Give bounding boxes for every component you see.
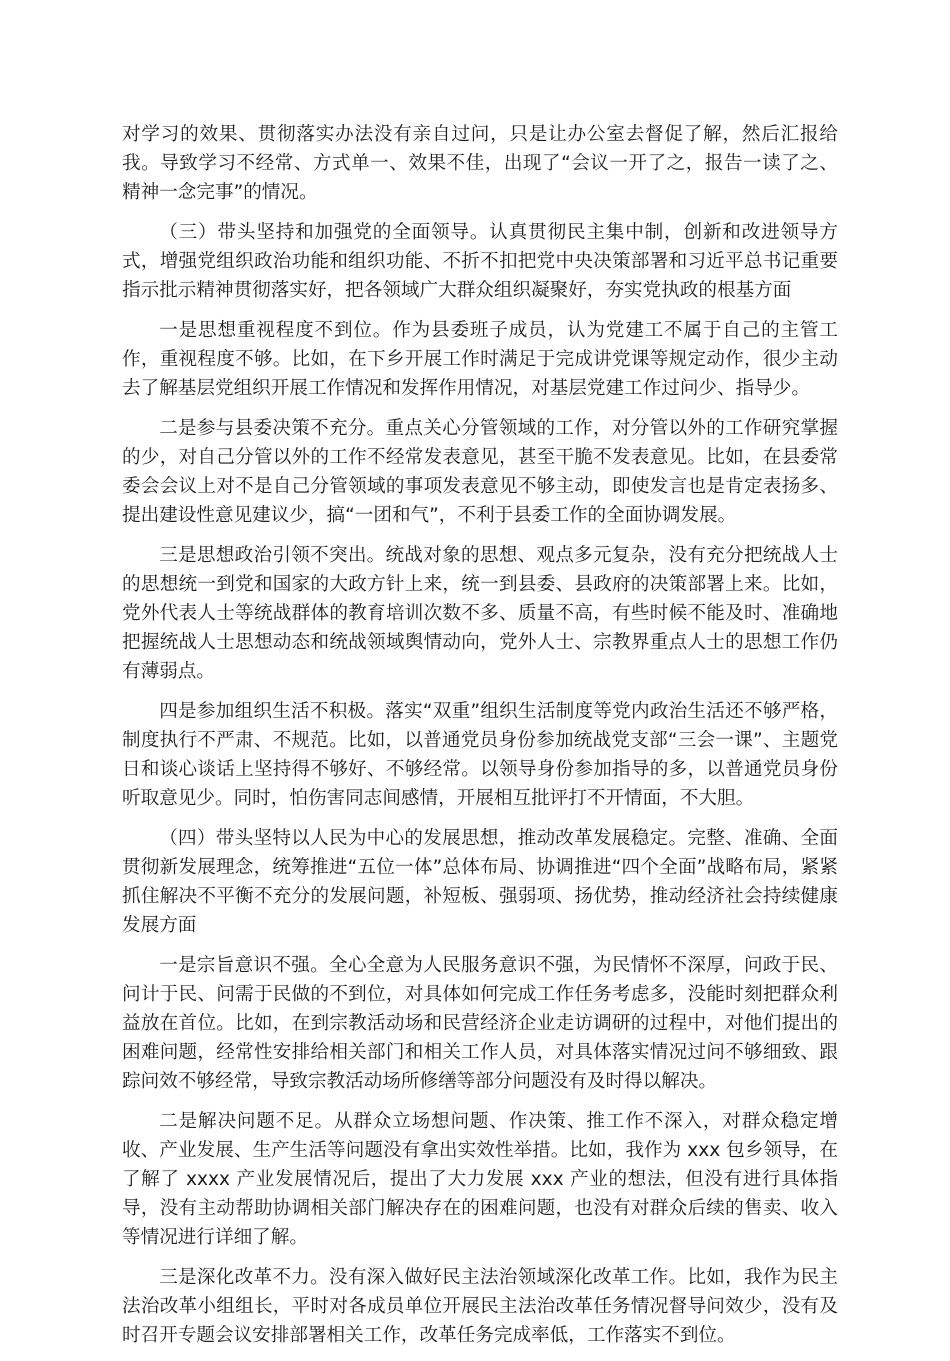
section-heading-3: （三）带头坚持和加强党的全面领导。认真贯彻民主集中制，创新和改进领导方式，增强党组织政治功能和组织功能、不折不扣把党中央决策部署和习近平总书记重要指示批示精神贯彻落实好，把各领域广大群众组织凝聚好，夯实党执政的根基方面 [122,222,838,301]
paragraph-item-4: 四是参加组织生活不积极。落实“双重”组织生活制度等党内政治生活还不够严格，制度执行不严肃、不规范。比如，以普通党员身份参加统战党支部“三会一课”、主题党日和谈心谈话上坚持得不够好、不够经常。以领导身份参加指导的多，以普通党员身份听取意见少。同时，怕伤害同志间感情，开展相互批评打不开情面，不大胆。 [122,701,838,809]
paragraph-item-2: 二是解决问题不足。从群众立场想问题、作决策、推工作不深入，对群众稳定增收、产业发展、生产生活等问题没有拿出实效性举措。比如，我作为 xxx 包乡领导，在了解了 xxxx 产业发展情况后，提出了大力发展 xxx 产业的想法，但没有进行具体指导，没有主动帮助协调相关部门解决存在的困难问题，也没有对群众后续的售卖、收入等情况进行详细了解。 [122,1111,838,1248]
paragraph-item-1: 一是思想重视程度不到位。作为县委班子成员，认为党建工不属于自己的主管工作，重视程度不够。比如，在下乡开展工作时满足于完成讲党课等规定动作，很少主动去了解基层党组织开展工作情况和发挥作用情况，对基层党建工作过问少、指导少。 [122,320,838,399]
document-body [122,120,838,1361]
section-heading-4: （四）带头坚特以人民为中心的发展思想，推动改革发展稳定。完整、准确、全面贯彻新发展理念，统筹推进“五位一体”总体布局、协调推进“四个全面”战略布局，紧紧抓住解决不平衡不充分的发展问题，补短板、强弱项、扬优势，推动经济社会持续健康发展方面 [122,828,838,936]
paragraph-item-1: 一是宗旨意识不强。全心全意为人民服务意识不强，为民情怀不深厚，问政于民、问计于民、问需于民做的不到位，对具体如何完成工作任务考虑多，没能时刻把群众利益放在首位。比如，在到宗教活动场和民营经济企业走访调研的过程中，对他们提出的困难问题，经常性安排给相关部门和相关工作人员，对具体落实情况过问不够细致、跟踪问效不够经常，导致宗教活动场所修缮等部分问题没有及时得以解决。 [122,955,838,1092]
paragraph-item-3: 三是思想政治引领不突出。统战对象的思想、观点多元复杂，没有充分把统战人士的思想统一到党和国家的大政方针上来，统一到县委、县政府的决策部署上来。比如，党外代表人士等统战群体的教育培训次数不多、质量不高，有些时候不能及时、准确地把握统战人士思想动态和统战领域舆情动向，党外人士、宗教界重点人士的思想工作仍有薄弱点。 [122,545,838,682]
paragraph-item-3: 三是深化改革不力。没有深入做好民主法治领域深化改革工作。比如，我作为民主法治改革小组组长，平时对各成员单位开展民主法治改革任务情况督导问效少，没有及时召开专题会议安排部署相关工作，改革任务完成率低，工作落实不到位。 [122,1267,838,1346]
paragraph-continuation: 对学习的效果、贯彻落实办法没有亲自过问，只是让办公室去督促了解，然后汇报给我。导致学习不经常、方式单一、效果不佳，出现了“会议一开了之，报告一读了之、精神一念完事”的情况。 [122,124,838,203]
paragraph-item-2: 二是参与县委决策不充分。重点关心分管领域的工作，对分管以外的工作研究掌握的少，对自己分管以外的工作不经常发表意见，甚至干脆不发表意见。比如，在县委常委会会议上对不是自己分管领域的事项发表意见不够主动，即使发言也是肯定表扬多、提出建设性意见建议少，搞“一团和气”，不利于县委工作的全面协调发展。 [122,418,838,526]
